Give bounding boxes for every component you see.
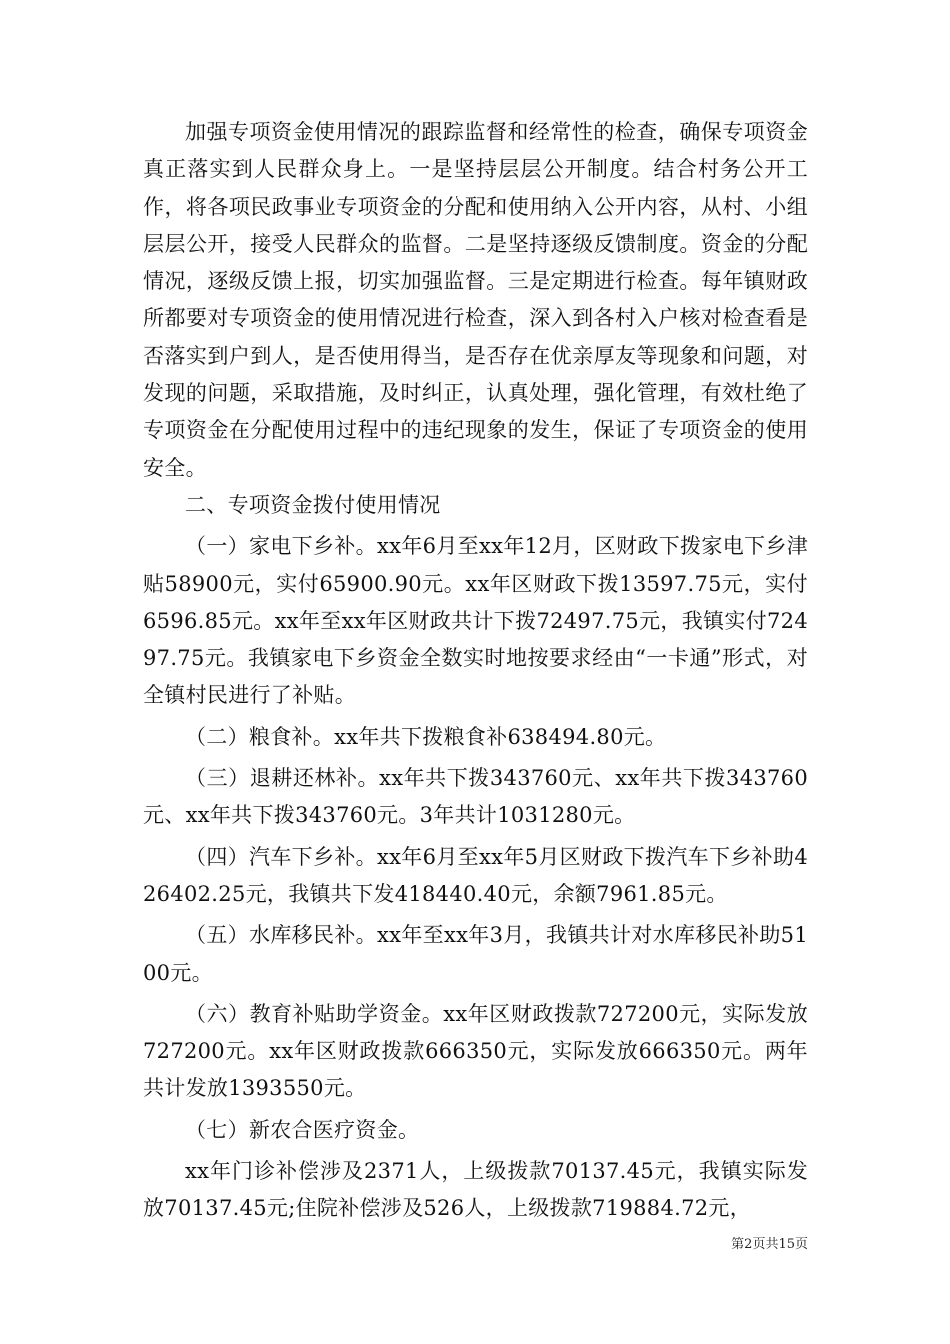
paragraph-rural-medical-detail: xx年门诊补偿涉及2371人，上级拨款70137.45元，我镇实际发放70137.45元;住院补偿涉及526人，上级拨款719884.72元，: [143, 1159, 808, 1221]
paragraph-rural-medical-heading: （七）新农合医疗资金。: [185, 1117, 420, 1142]
section-heading-fund-allocation: 二、专项资金拨付使用情况: [185, 492, 441, 517]
paragraph-reservoir-subsidy: （五）水库移民补。xx年至xx年3月，我镇共计对水库移民补助5100元。: [143, 923, 808, 985]
paragraph-education-subsidy: （六）教育补贴助学资金。xx年区财政拨款727200元，实际发放727200元。xx年区财政拨款666350元，实际发放666350元。两年共计发放1393550元。: [143, 1001, 808, 1101]
paragraph-grain-subsidy: （二）粮食补。xx年共下拨粮食补638494.80元。: [185, 724, 667, 749]
document-body: [143, 114, 808, 1228]
paragraph-appliance-subsidy: （一）家电下乡补。xx年6月至xx年12月，区财政下拨家电下乡津贴58900元，实付65900.90元。xx年区财政下拨13597.75元，实付6596.85元。xx年至xx年区财政共计下拨72497.75元，我镇实付72497.75元。我镇家电下乡资金全数实时地按要求经由“一卡通”形式，对全镇村民进行了补贴。: [143, 534, 808, 708]
page-number-footer: 第2页共15页: [731, 1237, 808, 1252]
paragraph-reforestation-subsidy: （三）退耕还林补。xx年共下拨343760元、xx年共下拨343760元、xx年共下拨343760元。3年共计1031280元。: [143, 766, 808, 828]
paragraph-auto-subsidy: （四）汽车下乡补。xx年6月至xx年5月区财政下拨汽车下乡补助426402.25元，我镇共下发418440.40元，余额7961.85元。: [143, 844, 808, 906]
paragraph-supervision: 加强专项资金使用情况的跟踪监督和经常性的检查，确保专项资金真正落实到人民群众身上。一是坚持层层公开制度。结合村务公开工作，将各项民政事业专项资金的分配和使用纳入公开内容，从村、小组层层公开，接受人民群众的监督。二是坚持逐级反馈制度。资金的分配情况，逐级反馈上报，切实加强监督。三是定期进行检查。每年镇财政所都要对专项资金的使用情况进行检查，深入到各村入户核对检查看是否落实到户到人，是否使用得当，是否存在优亲厚友等现象和问题，对发现的问题，采取措施，及时纠正，认真处理，强化管理，有效杜绝了专项资金在分配使用过程中的违纪现象的发生，保证了专项资金的使用安全。: [143, 120, 808, 480]
